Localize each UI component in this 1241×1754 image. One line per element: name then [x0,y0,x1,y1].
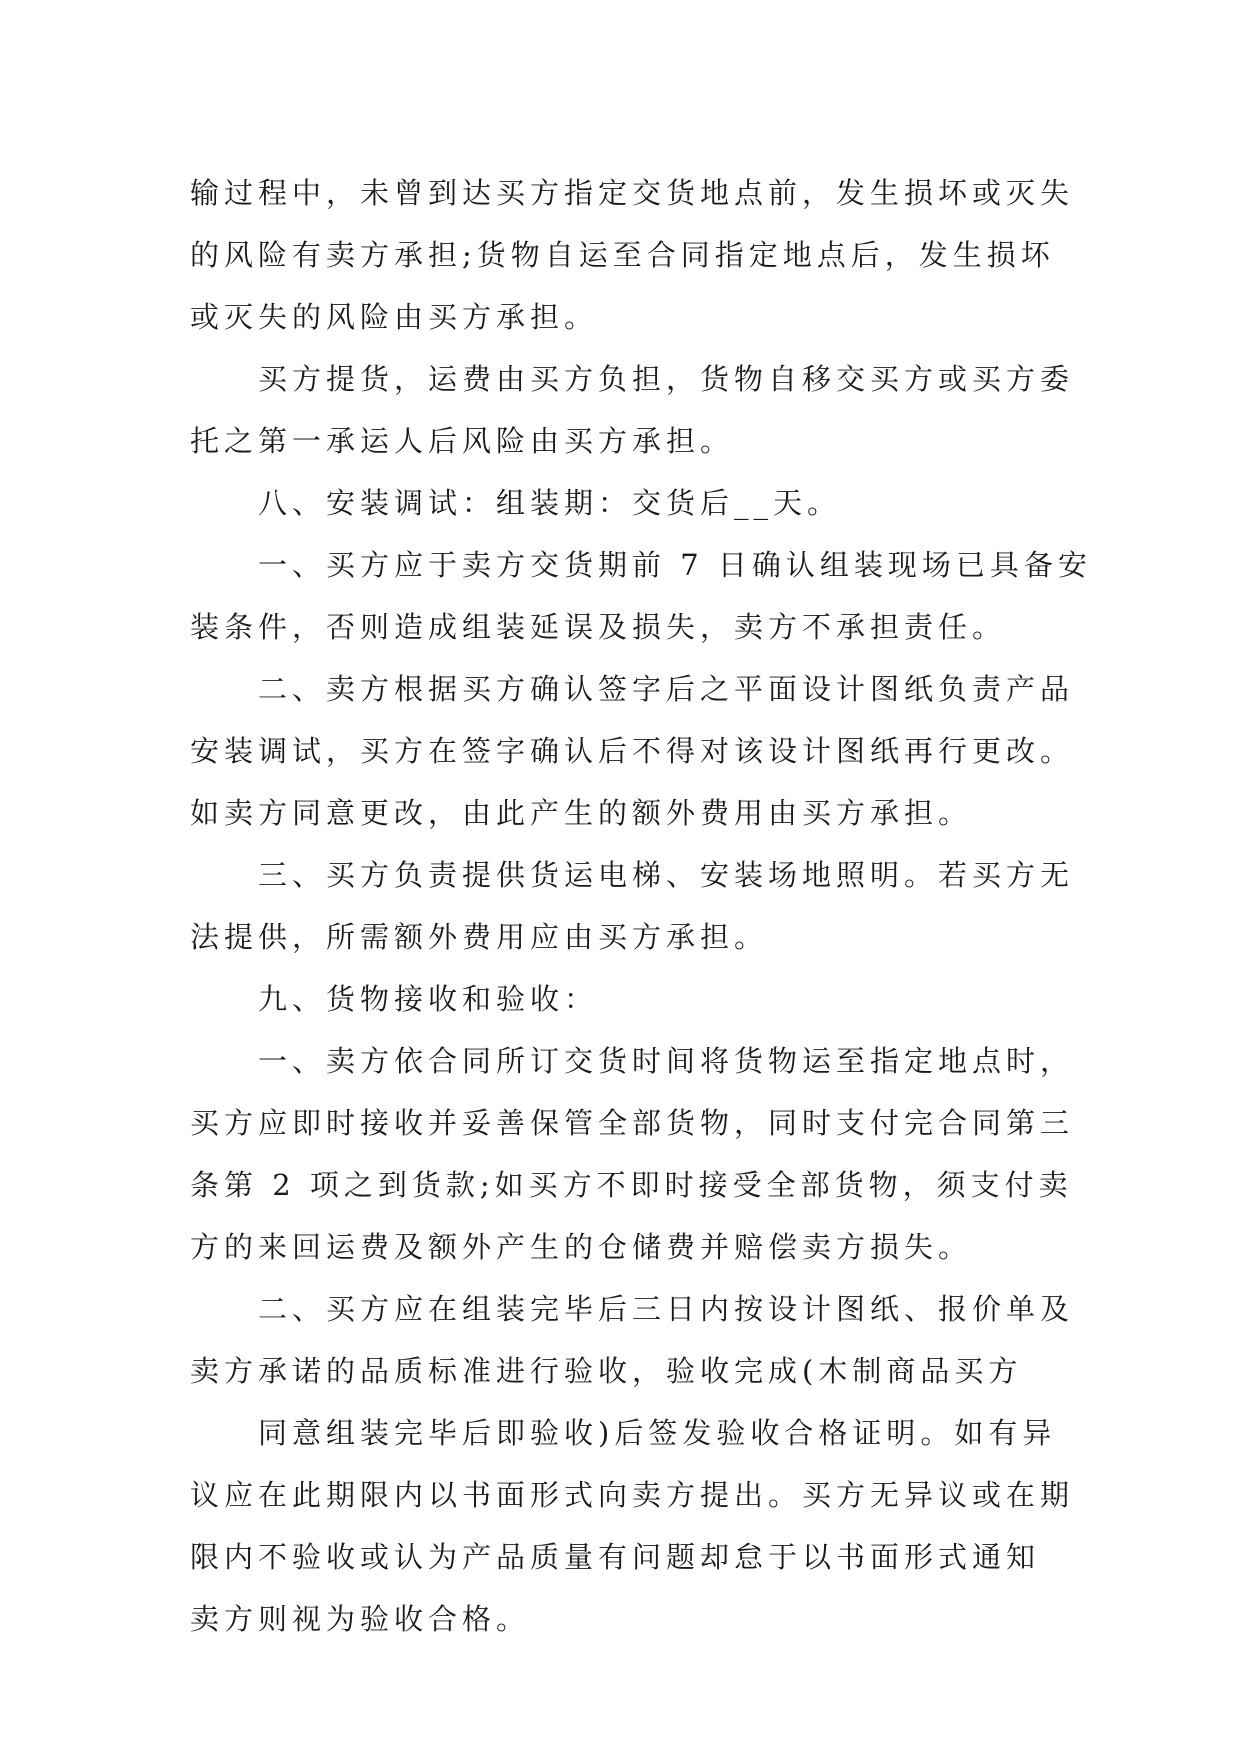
text-line-22: 议应在此期限内以书面形式向卖方提出。买方无异议或在期 [190,1478,1075,1512]
text-line-3: 或灭失的风险由买方承担。 [190,300,599,334]
section-heading-9: 九、货物接收和验收： [258,982,599,1016]
text-line-21: 同意组装完毕后即验收)后签发验收合格证明。如有异 [258,1416,1057,1450]
text-line-1: 输过程中，未曾到达买方指定交货地点前，发生损坏或灭失 [190,176,1075,210]
text-line-10: 安装调试，买方在签字确认后不得对该设计图纸再行更改。 [190,734,1075,768]
text-line-9: 二、卖方根据买方确认签字后之平面设计图纸负责产品 [258,672,1075,706]
text-line-11: 如卖方同意更改，由此产生的额外费用由买方承担。 [190,796,973,830]
text-line-23: 限内不验收或认为产品质量有问题却怠于以书面形式通知 [190,1540,1041,1574]
text-line-16: 买方应即时接收并妥善保管全部货物，同时支付完合同第三 [190,1106,1075,1140]
document-body [190,162,1092,1650]
text-line-13: 法提供，所需额外费用应由买方承担。 [190,920,769,954]
text-line-15: 一、卖方依合同所订交货时间将货物运至指定地点时， [258,1044,1075,1078]
section-heading-8: 八、安装调试：组装期：交货后__天。 [258,486,842,520]
text-line-20: 卖方承诺的品质标准进行验收，验收完成(木制商品买方 [190,1354,1023,1388]
text-line-18: 方的来回运费及额外产生的仓储费并赔偿卖方损失。 [190,1230,973,1264]
text-line-12: 三、买方负责提供货运电梯、安装场地照明。若买方无 [258,858,1075,892]
text-line-2: 的风险有卖方承担;货物自运至合同指定地点后，发生损坏 [190,238,1055,272]
text-line-19: 二、买方应在组装完毕后三日内按设计图纸、报价单及 [258,1292,1075,1326]
text-line-8: 装条件，否则造成组装延误及损失，卖方不承担责任。 [190,610,1007,644]
text-line-4: 买方提货，运费由买方负担，货物自移交买方或买方委 [258,362,1075,396]
text-line-24: 卖方则视为验收合格。 [190,1602,531,1636]
text-line-5: 托之第一承运人后风险由买方承担。 [190,424,735,458]
text-line-17: 条第 2 项之到货款;如买方不即时接受全部货物，须支付卖 [190,1168,1073,1202]
text-line-7: 一、买方应于卖方交货期前 7 日确认组装现场已具备安 [258,548,1092,582]
